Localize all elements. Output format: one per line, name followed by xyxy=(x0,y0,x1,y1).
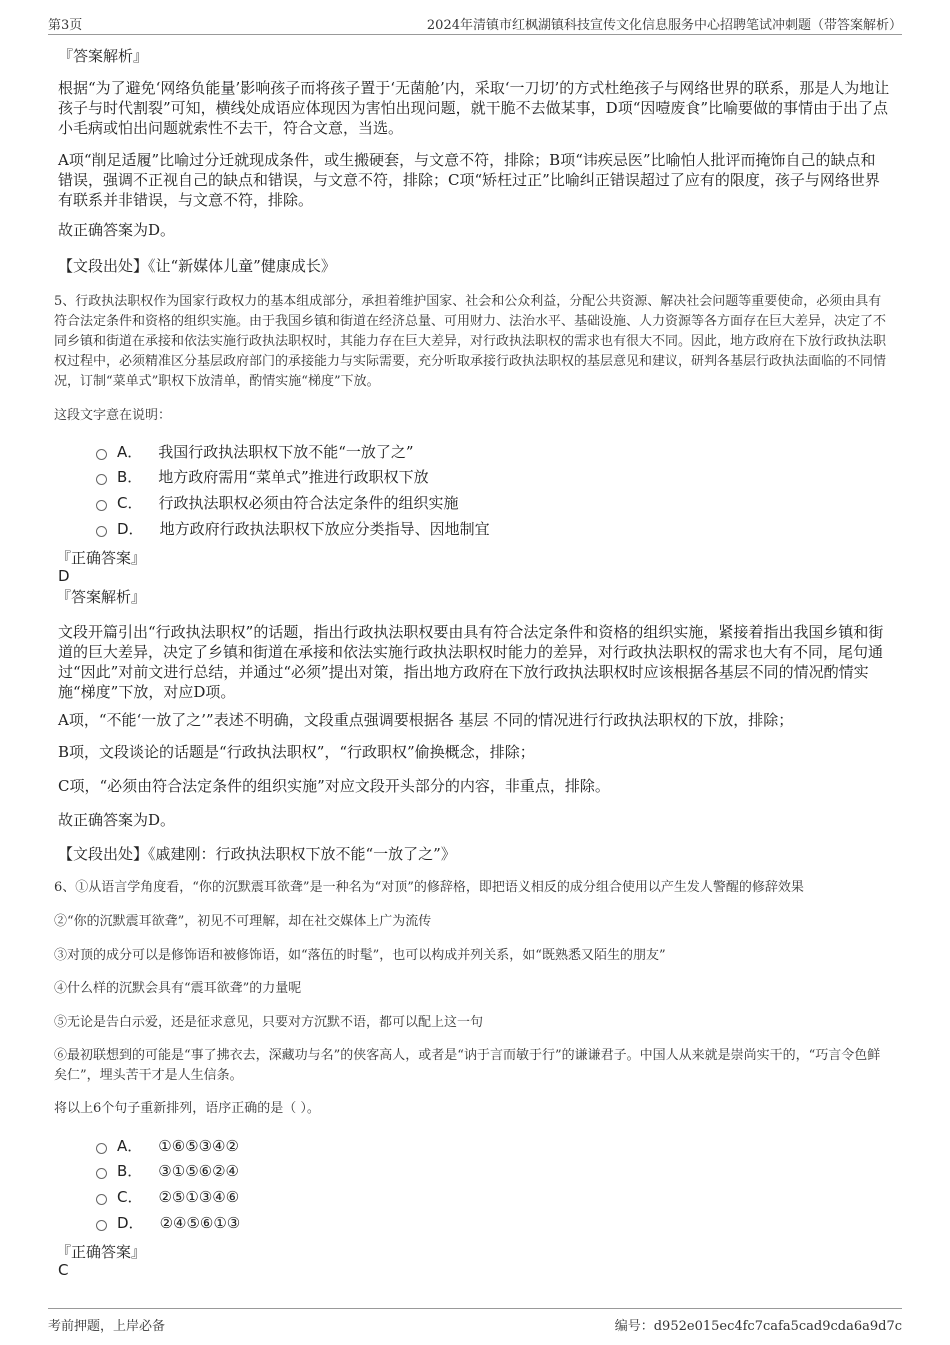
q5-answer-label xyxy=(56,548,890,568)
q6-sentence-3 xyxy=(54,946,890,966)
option-text: 我国行政执法职权下放不能“一放了之” xyxy=(158,443,414,461)
paragraph: C项，“必须由符合法定条件的组织实施”对应文段开头部分的内容，非重点，排除。 xyxy=(58,777,610,795)
source-citation: 【文段出处】《让“新媒体儿童”健康成长》 xyxy=(58,257,336,275)
q4-source xyxy=(58,256,890,276)
option-text: ②④⑤⑥①③ xyxy=(159,1214,241,1232)
radio-button[interactable] xyxy=(96,1194,107,1205)
correct-answer: C xyxy=(58,1261,69,1279)
q6-sentence-6 xyxy=(54,1046,890,1086)
question-prompt: 将以上6个句子重新排列，语序正确的是（ ）。 xyxy=(54,1101,320,1116)
q4-conclusion xyxy=(58,220,890,240)
sentence: 6、①从语言学角度看，“你的沉默震耳欲聋”是一种名为“对顶”的修辞格，即把语义相反的成分组合使用以产生发人警醒的修辞效果 xyxy=(54,880,804,895)
sentence: ④什么样的沉默会具有“震耳欲聋”的力量呢 xyxy=(54,981,302,996)
analysis-label: 『答案解析』 xyxy=(58,47,149,65)
q5-analysis-para-1 xyxy=(58,622,890,702)
footer-slogan: 考前押题，上岸必备 xyxy=(48,1319,166,1334)
paragraph: 故正确答案为D。 xyxy=(58,221,176,239)
q4-analysis-para-1 xyxy=(58,78,890,138)
option-letter: C． xyxy=(117,494,143,512)
q6-sentence-2 xyxy=(54,912,890,932)
q5-analysis-para-4 xyxy=(58,776,890,796)
q6-answer xyxy=(58,1260,890,1280)
answer-label: 『正确答案』 xyxy=(56,549,147,567)
option-letter: C． xyxy=(117,1188,143,1206)
option-text: 地方政府需用“菜单式”推进行政职权下放 xyxy=(158,468,429,486)
option-text: 地方政府行政执法职权下放应分类指导、因地制宜 xyxy=(159,520,490,538)
option-text: ②⑤①③④⑥ xyxy=(158,1188,240,1206)
option-text: 行政执法职权必须由符合法定条件的组织实施 xyxy=(158,494,459,512)
option-letter: D． xyxy=(117,1214,144,1232)
radio-button[interactable] xyxy=(96,1168,107,1179)
analysis-label: 『答案解析』 xyxy=(56,588,147,606)
sentence: ③对顶的成分可以是修饰语和被修饰语，如“落伍的时髦”，也可以构成并列关系，如“既熟悉又陌生的朋友” xyxy=(54,948,666,963)
q6-sentence-5 xyxy=(54,1013,890,1033)
paragraph: 根据“为了避免‘网络负能量’影响孩子而将孩子置于‘无菌舱’内，采取‘一刀切’的方式杜绝孩子与网络世界的联系，那是人为地让孩子与时代割裂”可知，横线处成语应体现因为害怕出现问题，就干脆不去做某事，D项“因噎废食”比喻要做的事情由于出了点小毛病或怕出问题就索性不去干，符合文意，当选。 xyxy=(58,79,890,137)
option-letter: B． xyxy=(117,468,143,486)
page-footer xyxy=(48,1308,902,1337)
option-letter: D． xyxy=(117,520,144,538)
radio-button[interactable] xyxy=(96,449,107,460)
sentence: ②“你的沉默震耳欲聋”，初见不可理解，却在社交媒体上广为流传 xyxy=(54,914,432,929)
sentence: ⑥最初联想到的可能是“事了拂衣去，深藏功与名”的侠客高人，或者是“讷于言而敏于行”的谦谦君子。中国人从来就是崇尚实干的，“巧言令色鲜矣仁”，埋头苦干才是人生信条。 xyxy=(54,1048,881,1083)
correct-answer: D xyxy=(58,567,70,585)
paragraph: B项，文段谈论的话题是“行政执法职权”，“行政职权”偷换概念，排除； xyxy=(58,743,535,761)
q5-analysis-para-3 xyxy=(58,742,890,762)
document-title: 2024年清镇市红枫湖镇科技宣传文化信息服务中心招聘笔试冲刺题（带答案解析） xyxy=(426,18,902,33)
q5-analysis-label xyxy=(56,587,890,607)
option-text: ③①⑤⑥②④ xyxy=(158,1162,239,1180)
radio-button[interactable] xyxy=(96,526,107,537)
q5-option-a[interactable] xyxy=(96,442,414,462)
option-letter: A． xyxy=(117,443,143,461)
q6-option-b[interactable] xyxy=(96,1161,239,1181)
page-number: 第3页 xyxy=(48,18,83,33)
answer-label: 『正确答案』 xyxy=(56,1243,147,1261)
radio-button[interactable] xyxy=(96,474,107,485)
q5-stem xyxy=(54,292,890,392)
q6-sentence-4 xyxy=(54,979,890,999)
option-text: ①⑥⑤③④② xyxy=(158,1137,239,1155)
q6-question xyxy=(54,1099,890,1119)
q5-conclusion xyxy=(58,810,890,830)
q5-option-c[interactable] xyxy=(96,493,459,513)
question-stem: 5、行政执法职权作为国家行政权力的基本组成部分，承担着维护国家、社会和公众利益，分配公共资源、解决社会问题等重要使命，必须由具有符合法定条件和资格的组织实施。由于我国乡镇和街道在经济总量、可用财力、法治水平、基础设施、人力资源等各方面存在巨大差异，决定了不同乡镇和街道在承接和依法实施行政执法职权时，其能力存在巨大差异，对行政执法职权的需求也有很大不同。因此，地方政府在下放行政执法职权过程中，必须精准区分基层政府部门的承接能力与实际需要，充分听取承接行政执法职权的基层意见和建议，研判各基层行政执法面临的不同情况，订制“菜单式”职权下放清单，酌情实施“梯度”下放。 xyxy=(54,294,887,389)
q6-sentence-1 xyxy=(54,878,890,898)
radio-button[interactable] xyxy=(96,1220,107,1231)
q6-option-a[interactable] xyxy=(96,1136,239,1156)
document-serial: 编号：d952e015ec4fc7cafa5cad9cda6a9d7c xyxy=(614,1319,902,1334)
q5-answer xyxy=(58,566,890,586)
paragraph: 故正确答案为D。 xyxy=(58,811,176,829)
q6-option-c[interactable] xyxy=(96,1187,239,1207)
paragraph: 文段开篇引出“行政执法职权”的话题，指出行政执法职权要由具有符合法定条件和资格的组织实施，紧接着指出我国乡镇和街道的巨大差异，决定了乡镇和街道在承接和依法实施行政执法职权时能力的差异，对行政执法职权的需求也大有不同，尾句通过“因此”对前文进行总结，并通过“必须”提出对策，指出地方政府在下放行政执法职权时应该根据各基层不同的情况酌情实施“梯度”下放，对应D项。 xyxy=(58,623,884,701)
q5-question xyxy=(54,406,890,426)
q6-answer-label xyxy=(56,1242,890,1262)
option-letter: B． xyxy=(117,1162,143,1180)
q4-analysis-para-2 xyxy=(58,150,890,210)
paragraph: A项，“不能‘一放了之’”表述不明确，文段重点强调要根据各 基层 不同的情况进行行政执法职权的下放，排除； xyxy=(58,711,794,729)
radio-button[interactable] xyxy=(96,1143,107,1154)
question-prompt: 这段文字意在说明： xyxy=(54,408,172,423)
sentence: ⑤无论是告白示爱，还是征求意见，只要对方沉默不语，都可以配上这一句 xyxy=(54,1015,484,1030)
source-citation: 【文段出处】《戚建刚：行政执法职权下放不能“一放了之”》 xyxy=(58,845,456,863)
q5-source xyxy=(58,844,890,864)
radio-button[interactable] xyxy=(96,500,107,511)
q5-analysis-para-2 xyxy=(58,710,890,730)
option-letter: A． xyxy=(117,1137,143,1155)
paragraph: A项“削足适履”比喻过分迁就现成条件，或生搬硬套，与文意不符，排除；B项“讳疾忌医”比喻怕人批评而掩饰自己的缺点和错误，强调不正视自己的缺点和错误，与文意不符，排除；C项“矫枉过正”比喻纠正错误超过了应有的限度，孩子与网络世界有联系并非错误，与文意不符，排除。 xyxy=(58,151,880,209)
q5-option-d[interactable] xyxy=(96,519,490,539)
q6-option-d[interactable] xyxy=(96,1213,240,1233)
page-header xyxy=(48,12,902,35)
q5-option-b[interactable] xyxy=(96,467,429,487)
q4-analysis-label-block xyxy=(58,46,890,66)
